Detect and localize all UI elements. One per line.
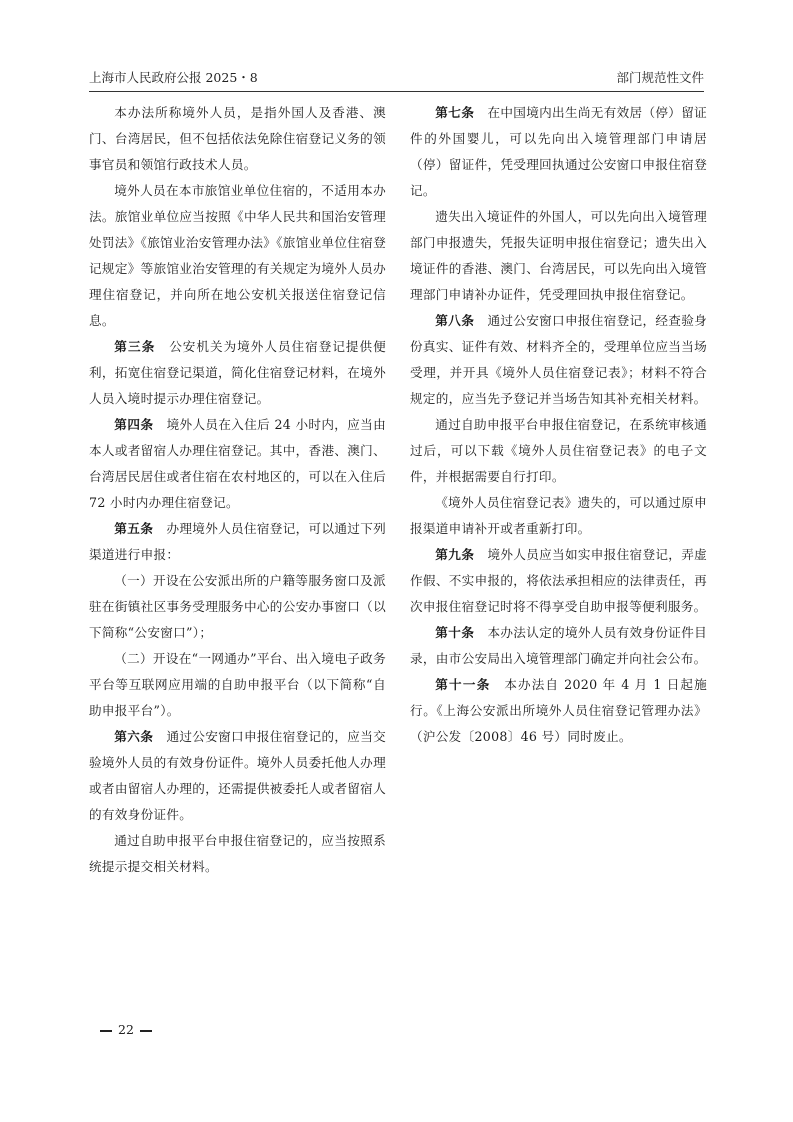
paragraph (89, 828, 386, 880)
article-title: 第五条 (114, 521, 154, 536)
paragraph-text: 《境外人员住宿登记表》遗失的，可以通过原申报渠道申请补开或者重新打印。 (410, 495, 707, 536)
article-title: 第九条 (435, 547, 475, 562)
article-title: 第三条 (114, 339, 156, 354)
paragraph (410, 620, 707, 672)
dash-left (100, 1030, 112, 1032)
paragraph (410, 672, 707, 750)
header-divider (89, 91, 704, 92)
article-title: 第八条 (435, 313, 475, 328)
paragraph-text: 通过公安窗口申报住宿登记的，应当交验境外人员的有效身份证件。境外人员委托他人办理或者由留宿人办理的，还需提供被委托人或者留宿人的有效身份证件。 (89, 729, 386, 822)
paragraph (89, 516, 386, 568)
paragraph-text: 境外人员应当如实申报住宿登记，弄虚作假、不实申报的，将依法承担相应的法律责任，再次申报住宿登记时将不得享受自助申报等便利服务。 (410, 547, 707, 614)
paragraph-text: 本办法认定的境外人员有效身份证件目录，由市公安局出入境管理部门确定并向社会公布。 (410, 625, 707, 666)
paragraph-text: 公安机关为境外人员住宿登记提供便利，拓宽住宿登记渠道，简化住宿登记材料，在境外人员入境时提示办理住宿登记。 (89, 339, 386, 406)
paragraph-text: 遗失出入境证件的外国人，可以先向出入境管理部门申报遗失，凭报失证明申报住宿登记；遗失出入境证件的香港、澳门、台湾居民，可以先向出入境管理部门申请补办证件，凭受理回执申报住宿登记。 (410, 209, 707, 302)
paragraph-text: 通过自助申报平台申报住宿登记的，应当按照系统提示提交相关材料。 (89, 833, 386, 874)
paragraph-text: 境外人员在本市旅馆业单位住宿的，不适用本办法。旅馆业单位应当按照《中华人民共和国治安管理处罚法》《旅馆业治安管理办法》《旅馆业单位住宿登记规定》等旅馆业治安管理的有关规定为境外人员办理住宿登记，并向所在地公安机关报送住宿登记信息。 (89, 183, 386, 328)
paragraph-text: 境外人员在入住后 24 小时内，应当由本人或者留宿人办理住宿登记。其中，香港、澳门、台湾居民居住或者住宿在农村地区的，可以在入住后 72 小时内办理住宿登记。 (89, 417, 387, 510)
page-number: 22 (118, 1022, 134, 1037)
dash-right (140, 1030, 152, 1032)
right-text-column (410, 100, 707, 750)
paragraph-text: 在中国境内出生尚无有效居（停）留证件的外国婴儿，可以先向出入境管理部门申请居（停）留证件，凭受理回执通过公安窗口申报住宿登记。 (410, 105, 707, 198)
page-footer (94, 1022, 158, 1037)
paragraph-text: （二）开设在“一网通办”平台、出入境电子政务平台等互联网应用端的自助申报平台（以下简称“自助申报平台”）。 (89, 651, 386, 718)
paragraph (410, 204, 707, 308)
publication-title: 上海市人民政府公报 2025・8 (89, 70, 258, 85)
article-title: 第七条 (435, 105, 475, 120)
paragraph (89, 334, 386, 412)
article-title: 第四条 (114, 417, 154, 432)
paragraph (89, 100, 386, 178)
paragraph (410, 542, 707, 620)
article-title: 第十条 (435, 625, 475, 640)
paragraph-text: 本办法所称境外人员，是指外国人及香港、澳门、台湾居民，但不包括依法免除住宿登记义务的领事官员和领馆行政技术人员。 (89, 105, 386, 172)
paragraph (89, 568, 386, 646)
paragraph (410, 490, 707, 542)
paragraph (410, 100, 707, 204)
paragraph-text: 通过自助申报平台申报住宿登记，在系统审核通过后，可以下载《境外人员住宿登记表》的电子文件，并根据需要自行打印。 (410, 417, 707, 484)
paragraph (410, 308, 707, 412)
paragraph (89, 724, 386, 828)
section-title: 部门规范性文件 (616, 70, 704, 85)
article-title: 第十一条 (435, 677, 491, 692)
paragraph (410, 412, 707, 490)
paragraph (89, 412, 386, 516)
paragraph-text: 办理境外人员住宿登记，可以通过下列渠道进行申报： (89, 521, 386, 562)
paragraph-text: 本办法自 2020 年 4 月 1 日起施行。《上海公安派出所境外人员住宿登记管理办法》（沪公发〔2008〕46 号）同时废止。 (410, 677, 707, 744)
paragraph (89, 178, 386, 334)
left-text-column (89, 100, 386, 880)
paragraph-text: （一）开设在公安派出所的户籍等服务窗口及派驻在街镇社区事务受理服务中心的公安办事窗口（以下简称“公安窗口”）； (89, 573, 386, 640)
article-title: 第六条 (114, 729, 154, 744)
paragraph-text: 通过公安窗口申报住宿登记，经查验身份真实、证件有效、材料齐全的，受理单位应当当场受理，并开具《境外人员住宿登记表》；材料不符合规定的，应当先予登记并当场告知其补充相关材料。 (410, 313, 707, 406)
paragraph (89, 646, 386, 724)
running-header (89, 68, 704, 90)
